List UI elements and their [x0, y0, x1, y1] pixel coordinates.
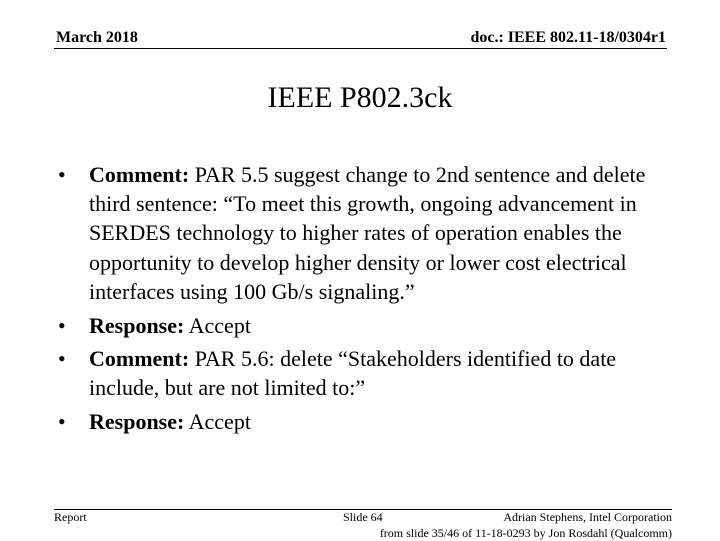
footer-author: Adrian Stephens, Intel Corporation — [503, 510, 672, 524]
bullet-text: Accept — [188, 409, 251, 435]
bullet-label: Response: — [89, 409, 185, 435]
header-date: March 2018 — [56, 29, 138, 46]
slide-title: IEEE P802.3ck — [267, 81, 453, 114]
footer-report-label: Report — [54, 510, 87, 524]
footer-slide-number: Slide 64 — [343, 510, 383, 524]
header-doc-id: doc.: IEEE 802.11-18/0304r1 — [470, 29, 666, 46]
bullet-item-response-2 — [58, 407, 658, 436]
bullet-marker: • — [58, 312, 66, 338]
bullet-text: PAR 5.5 suggest change to 2nd sentence and delete third sentence: “To meet this growth, ongoing advancement in SERDES technology to higher rates of operation enables the opportunity to develop higher density or lower cost electrical interfaces using 100 Gb/s signaling.” — [89, 162, 646, 304]
bullet-marker: • — [58, 409, 66, 435]
bullet-list — [58, 160, 658, 441]
footer-credit: from slide 35/46 of 11-18-0293 by Jon Rosdahl (Qualcomm) — [379, 526, 672, 540]
bullet-label: Response: — [89, 312, 185, 338]
bullet-item-comment-2 — [58, 344, 658, 402]
bullet-marker: • — [58, 162, 66, 187]
bullet-marker: • — [58, 346, 66, 372]
bullet-text: Accept — [188, 312, 251, 338]
bullet-item-response-1 — [58, 311, 658, 340]
bullet-label: Comment: — [89, 346, 190, 372]
header-divider — [54, 48, 667, 49]
bullet-text: PAR 5.6: delete “Stakeholders identified to date include, but are not limited to:” — [89, 346, 617, 401]
bullet-label: Comment: — [89, 162, 190, 187]
bullet-item-comment-1 — [58, 160, 658, 306]
